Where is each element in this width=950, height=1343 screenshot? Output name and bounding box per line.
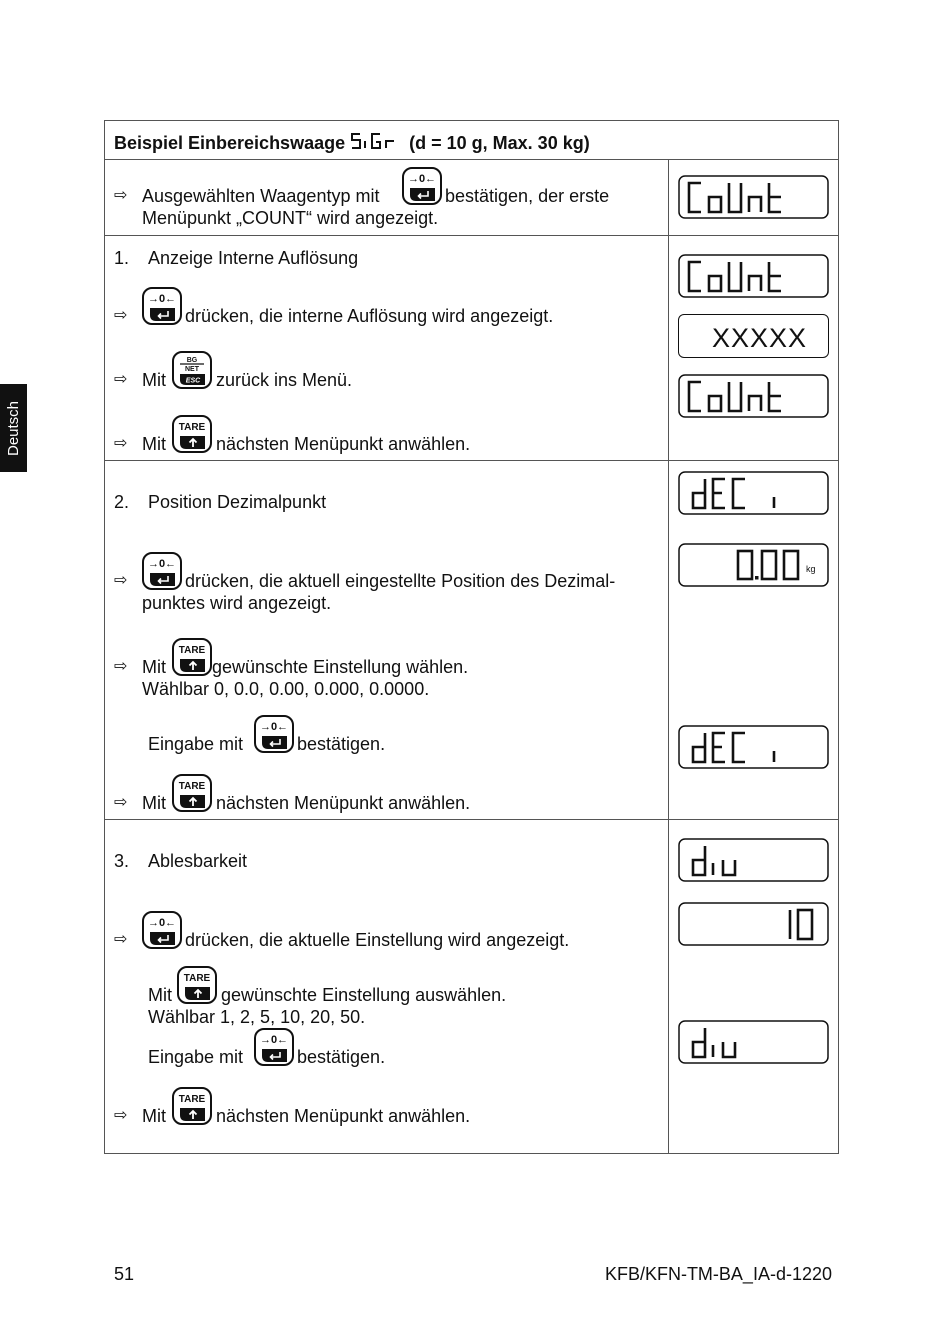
zero-enter-key-icon [142,552,182,590]
table-title-suffix: (d = 10 g, Max. 30 kg) [409,133,590,153]
tare-key-icon [172,1087,212,1125]
section3-step1: drücken, die aktuelle Einstellung wird angezeigt. [185,930,570,950]
section3-mit-2: Mit [142,1106,166,1126]
svg-text:TARE: TARE [178,1094,206,1105]
zero-enter-key-icon [402,167,442,205]
intro-line1-b: bestätigen, der erste [445,186,610,206]
intro-line2: Menüpunkt „COUNT“ wird angezeigt. [142,208,439,228]
section3-step2b: Wählbar 1, 2, 5, 10, 20, 50. [148,1007,366,1027]
section2-step2b: Wählbar 0, 0.0, 0.00, 0.000, 0.0000. [142,679,430,699]
lcd-display-xxxxx [678,314,829,358]
section1-step3: nächsten Menüpunkt anwählen. [216,434,471,454]
section3-number: 3. [114,851,130,871]
row-divider [104,159,839,160]
section2-mit: Mit [142,793,166,813]
lcd-display-count [678,175,829,219]
zero-enter-key-icon [254,715,294,753]
row-divider [104,235,839,236]
svg-text:TARE: TARE [183,973,211,984]
lcd-display-count [678,254,829,298]
svg-text:ESC: ESC [185,377,201,385]
unit-kg: kg [806,564,816,574]
svg-text:→0←: →0← [407,173,437,185]
svg-text:TARE: TARE [178,645,206,656]
arrow-icon: ⇨ [114,187,128,204]
section2-mit: Mit [142,657,166,677]
section3-step3: nächsten Menüpunkt anwählen. [216,1106,471,1126]
lcd-display-div [678,838,829,882]
language-tab-label: Deutsch [5,400,22,456]
section2-number: 2. [114,492,130,512]
svg-text:→0←: →0← [147,558,177,570]
section3-mit: Mit [148,985,172,1005]
zero-enter-key-icon [142,287,182,325]
lcd-display-deci [678,471,829,515]
section2-eingabe: Eingabe mit [148,734,244,754]
language-tab [0,384,27,472]
table-title [114,131,590,154]
arrow-icon: ⇨ [114,307,128,324]
document-code: KFB/KFN-TM-BA_IA-d-1220 [604,1264,832,1284]
table-title-prefix: Beispiel Einbereichswaage [114,133,346,153]
svg-text:CoUnt: CoUnt [678,175,681,176]
lcd-display-value-10 [678,902,829,946]
row-divider [104,819,839,820]
section3-step2: gewünschte Einstellung auswählen. [221,985,507,1005]
section1-step1: drücken, die interne Auflösung wird angezeigt. [185,306,554,326]
arrow-icon: ⇨ [114,435,128,452]
section2-step3: nächsten Menüpunkt anwählen. [216,793,471,813]
lcd-display-value-0-00 [678,543,829,587]
lcd-display-div [678,1020,829,1064]
tare-key-icon [172,638,212,676]
svg-text:NET: NET [185,366,199,373]
section3-bestaetigen: bestätigen. [297,1047,386,1067]
section1-mit: Mit [142,370,166,390]
svg-text:→0←: →0← [147,293,177,305]
arrow-icon: ⇨ [114,658,128,675]
section3-title: Ablesbarkeit [148,851,248,871]
svg-text:→0←: →0← [259,1034,289,1046]
sigr-symbol [350,131,404,151]
intro-line1-a: Ausgewählten Waagentyp mit [142,186,380,206]
lcd-display-deci [678,725,829,769]
tare-key-icon [172,415,212,453]
svg-text:→0←: →0← [147,917,177,929]
column-divider [668,159,669,1154]
section1-mit: Mit [142,434,166,454]
zero-enter-key-icon [142,911,182,949]
arrow-icon: ⇨ [114,572,128,589]
lcd-display-count [678,374,829,418]
bg-net-esc-key-icon [172,351,212,389]
page-number: 51 [114,1264,135,1284]
section2-step2: gewünschte Einstellung wählen. [212,657,469,677]
arrow-icon: ⇨ [114,1107,128,1124]
svg-text:BG: BG [186,357,198,364]
svg-text:TARE: TARE [178,422,206,433]
zero-enter-key-icon [254,1028,294,1066]
section1-step2: zurück ins Menü. [216,370,353,390]
svg-text:→0←: →0← [259,721,289,733]
section2-step1b: punktes wird angezeigt. [142,593,332,613]
section1-number: 1. [114,248,130,268]
section3-eingabe: Eingabe mit [148,1047,244,1067]
arrow-icon: ⇨ [114,371,128,388]
tare-key-icon [172,774,212,812]
row-divider [104,460,839,461]
arrow-icon: ⇨ [114,931,128,948]
tare-key-icon [177,966,217,1004]
section2-step1a: drücken, die aktuell eingestellte Position des Dezimal- [185,571,616,591]
section2-bestaetigen: bestätigen. [297,734,386,754]
section1-title: Anzeige Interne Auflösung [148,248,359,268]
arrow-icon: ⇨ [114,794,128,811]
svg-text:TARE: TARE [178,781,206,792]
section2-title: Position Dezimalpunkt [148,492,327,512]
lcd-text: XXXXX [712,323,808,353]
